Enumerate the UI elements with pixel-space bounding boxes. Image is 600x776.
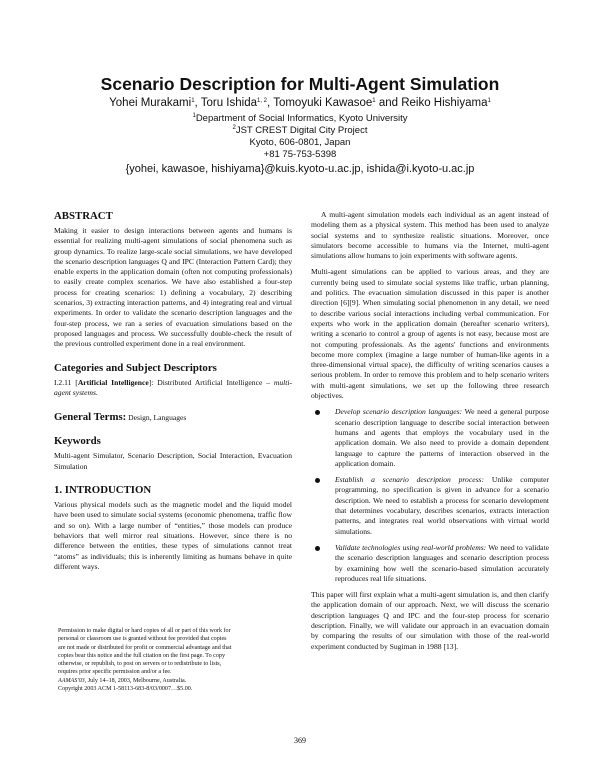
author-affiliation-mark: 1, 2	[257, 98, 268, 104]
author-emails: {yohei, kawasoe, hishiyama}@kuis.kyoto-u.ac.jp, ishida@i.kyoto-u.ac.jp	[125, 163, 475, 175]
paragraph: A multi-agent simulation models each individual as an agent instead of modeling them as a physical system. This method has been used to analyze social systems and to synthesize realistic situations. Moreover, once simulators become accessible to humans via the Internet, multi-agent simulations allow humans to join experiments with software agents.	[311, 210, 549, 261]
affiliation-line: Kyoto, 606-0801, Japan	[249, 137, 351, 148]
author-name: Toru Ishida	[200, 97, 257, 109]
list-item: Validate technologies using real-world problems: We need to validate the scenario description languages and scenario description process by examining how well the scenario-based simulation accurately reproduces real life situations.	[311, 543, 549, 584]
page-number: 369	[294, 736, 306, 745]
author-name: Yohei Murakami	[109, 97, 192, 109]
introduction-text: Various physical models such as the magnetic model and the liquid model have been used to simulate social systems (economic phenomena, traffic flow and so on). With a large number of “entities,” those models can produce behaviors that well mirror real situations. However, since there is no difference between the entities, these types of simulations cannot treat “atoms” as individuals; this is inherently limiting as humans behave in quite different ways.	[54, 500, 292, 571]
keywords-text: Multi-agent Simulator, Scenario Description, Social Interaction, Evacuation Simulation	[54, 451, 292, 471]
abstract-heading: ABSTRACT	[54, 210, 113, 222]
author-list: Yohei Murakami$^1$, Toru Ishida$^{1, 2}$, Tomoyuki Kawasoe$^1$ and Reiko Hishiyama$^1$	[109, 97, 491, 109]
list-item: Establish a scenario description process: Unlike computer programming, no specification is given in advance for a scenario description. We need to establish a process for scenario development that determines vocabulary, describes scenarios, extracts interaction patterns, and integrates real world observations with virtual world simulations.	[311, 475, 549, 537]
permission-notice: Permission to make digital or hard copies of all or part of this work for personal or classroom use is granted without fee provided that copies are not made or distributed for profit or commercial advantage and that copies bear this notice and the full citation on the first page. To copy otherwise, or republish, to post on servers or to redistribute to lists, requires prior specific permission and/or a fee. AAMAS'03, July 14–18, 2003, Melbourne, Australia. Copyright 2003 ACM 1-58113-683-8/03/0007…$5.00.	[58, 627, 294, 693]
objectives-list	[311, 407, 549, 584]
general-terms: General Terms: Design, Languages	[54, 411, 187, 424]
introduction-heading: 1. INTRODUCTION	[54, 484, 152, 497]
affiliation-line: +81 75-753-5398	[263, 149, 337, 160]
bullet-icon	[315, 546, 320, 551]
categories-heading: Categories and Subject Descriptors	[54, 361, 217, 374]
author-affiliation-mark: 1	[191, 98, 195, 104]
author-affiliation-mark: 1	[487, 98, 491, 104]
bullet-icon	[315, 478, 320, 483]
affiliation-line: $^2$JST CREST Digital City Project	[232, 125, 368, 136]
paragraph: Multi-agent simulations can be applied to various areas, and they are currently being used to simulate social systems like traffic, urban planning, and politics. The evacuation simulation discussed in this paper is another direction [6][9]. When simulating social phenomenon in any detail, we need to describe various social interactions including verbal communication. For experts who work in the application domain (hereafter scenario writers), writing a scenario to control a group of agents is not easy, because most are not computing professionals. As the agents' functions and environments become more complex (imagine a large number of human-like agents in a three-dimensional virtual space), the difficulty of writing scenarios causes a serious problem. In order to remove this problem and to help scenario writers with multi-agent simulations, we set up the following three research objectives.	[311, 267, 549, 401]
affiliation-line: $^1$Department of Social Informatics, Kyoto University	[192, 113, 408, 124]
author-affiliation-mark: 1	[372, 98, 376, 104]
list-item: Develop scenario description languages: We need a general purpose scenario description language to describe social interaction between humans and agents that employs the vocabulary used in the application domain. We also need to provide a domain dependent language to capture the patterns of interaction observed in the application domain.	[311, 407, 549, 469]
author-name: Reiko Hishiyama	[401, 97, 488, 109]
copyright-line: Copyright 2003 ACM 1-58113-683-8/03/0007…$5.00.	[58, 686, 193, 693]
conference-info: AAMAS'03, July 14–18, 2003, Melbourne, Australia.	[58, 677, 187, 684]
left-column	[54, 210, 292, 572]
right-column	[311, 210, 549, 652]
abstract-text: Making it easier to design interactions between agents and humans is essential for realizing multi-agent simulations of social phenomena such as group dynamics. To realize large-scale social simulations, we have developed the scenario description languages Q and IPC (Interaction Pattern Card); they enable experts in the application domain (often not computing professionals) to easily create complex scenarios. We have also established a four-step process for creating scenarios: 1) defining a vocabulary, 2) describing scenarios, 3) extracting interaction patterns, and 4) integrating real and virtual experiments. In order to validate the scenario description languages and the four-step process, we ran a series of evacuation simulations based on the proposed languages and process. We successfully double-check the result of the previous controlled experiment done in a real environment.	[54, 226, 292, 349]
paper-title: Scenario Description for Multi-Agent Simulation	[100, 74, 500, 94]
author-name: Tomoyuki Kawasoe	[273, 97, 373, 109]
bullet-icon	[315, 410, 320, 415]
paragraph: This paper will first explain what a multi-agent simulation is, and then clarify the application domain of our approach. Next, we will discuss the scenario description languages Q and IPC and the four-step process for scenario description. Finally, we will validate our approach in an evacuation domain by comparing the results of our simulation with those of the real-world experiment conducted by Sugiman in 1988 [13].	[311, 590, 549, 651]
keywords-heading: Keywords	[54, 435, 101, 448]
categories-text: I.2.11 [Artificial Intelligence]: Distributed Artificial Intelligence – multi-agent systems.	[54, 377, 292, 397]
